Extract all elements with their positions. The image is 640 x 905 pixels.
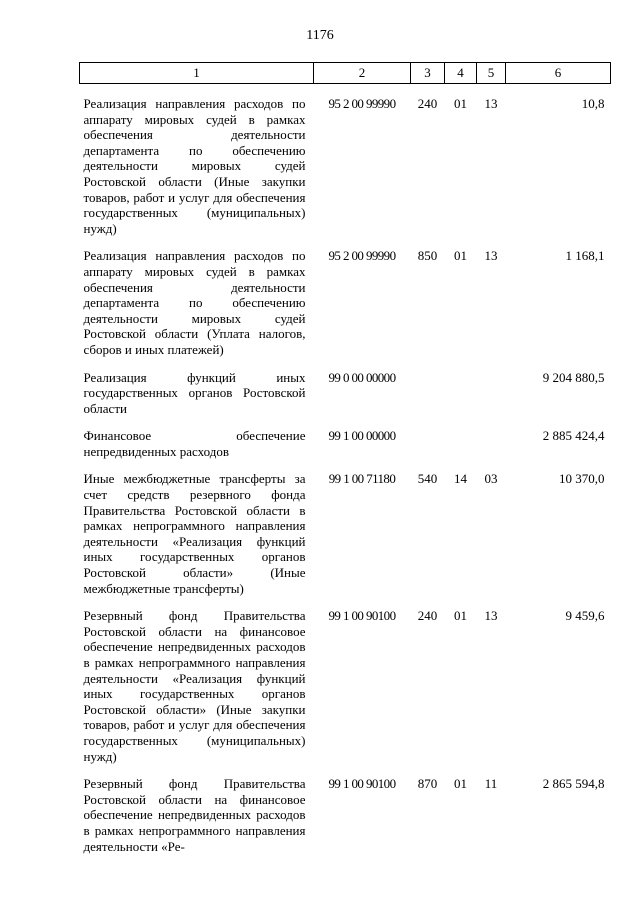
row-amount: 10,8 (581, 96, 605, 111)
page-number: 1176 (306, 28, 334, 43)
row-subsection: 13 (484, 248, 498, 264)
row-code: 99 1 00 90100 (328, 608, 396, 624)
table-header (80, 63, 611, 84)
header-col-6: 6 (506, 63, 611, 84)
table-row (80, 428, 611, 459)
row-name: Реализация функций иных государственных органов Ростовской области (83, 369, 306, 416)
header-col-1: 1 (80, 63, 314, 84)
row-expense-type (411, 370, 445, 417)
row-name: Резервный фонд Правительства Ростовской области на финансовое обеспечение непредвиденных расходов в рамках непрограммного направления деятельности «Реализация функций иных государственных органов Ростовской области» (Иные закупки товаров, работ и услуг для обеспечения государственных (муниципальных) нужд) (83, 608, 306, 764)
budget-table (79, 62, 611, 854)
row-subsection: 03 (484, 471, 498, 487)
row-expense-type: 240 (417, 96, 438, 111)
header-col-2: 2 (314, 63, 411, 84)
row-code: 95 2 00 99990 (328, 96, 396, 111)
row-expense-type: 240 (417, 608, 438, 624)
table-row (80, 96, 611, 236)
row-code: 99 1 00 90100 (328, 776, 396, 792)
row-subsection (477, 428, 506, 459)
row-amount: 10 370,0 (559, 471, 605, 487)
row-expense-type: 850 (417, 248, 438, 264)
row-subsection: 13 (484, 96, 498, 111)
row-section (445, 428, 477, 459)
row-expense-type: 870 (417, 776, 438, 792)
row-amount: 2 865 594,8 (542, 776, 605, 792)
row-amount: 1 168,1 (565, 248, 605, 264)
row-code: 99 0 00 00000 (328, 369, 396, 385)
row-section: 01 (454, 608, 467, 624)
row-amount: 9 204 880,5 (542, 369, 605, 385)
row-name: Финансовое обеспечение непредвиденных расходов (83, 428, 306, 459)
table-row (80, 608, 611, 764)
table-row (80, 370, 611, 417)
row-code: 99 1 00 71180 (328, 471, 396, 487)
row-section: 01 (454, 776, 467, 792)
row-name: Реализация направления расходов по аппарату мировых судей в рамках обеспечения деятельности департамента по обеспечению деятельности мировых судей Ростовской области (Уплата налогов, сборов и иных платежей) (83, 248, 306, 357)
row-name: Иные межбюджетные трансферты за счет средств резервного фонда Правительства Ростовской области в рамках непрограммного направления деятельности «Реализация функций иных государственных органов Ростовской области» (Иные межбюджетные трансферты) (83, 471, 306, 596)
row-expense-type: 540 (417, 471, 438, 487)
table-row (80, 248, 611, 357)
row-section: 14 (454, 471, 467, 487)
row-code: 99 1 00 00000 (328, 428, 396, 444)
row-section: 01 (454, 96, 467, 111)
row-subsection (477, 370, 506, 417)
row-code: 95 2 00 99990 (328, 248, 396, 264)
row-amount: 9 459,6 (565, 608, 605, 624)
table-row (80, 471, 611, 596)
row-name: Реализация направления расходов по аппарату мировых судей в рамках обеспечения деятельности департамента по обеспечению деятельности мировых судей Ростовской области (Иные закупки товаров, работ и услуг для обеспечения государственных (муниципальных) нужд) (83, 96, 306, 236)
table-row (80, 776, 611, 854)
row-section (445, 370, 477, 417)
header-col-5: 5 (477, 63, 506, 84)
header-col-3: 3 (411, 63, 445, 84)
table-body (80, 84, 611, 855)
row-subsection: 11 (484, 776, 498, 792)
row-expense-type (411, 428, 445, 459)
header-col-4: 4 (445, 63, 477, 84)
row-section: 01 (454, 248, 467, 264)
row-amount: 2 885 424,4 (542, 428, 605, 444)
row-name: Резервный фонд Правительства Ростовской области на финансовое обеспечение непредвиденных расходов в рамках непрограммного направления деятельности «Ре- (83, 776, 306, 854)
row-subsection: 13 (484, 608, 498, 624)
